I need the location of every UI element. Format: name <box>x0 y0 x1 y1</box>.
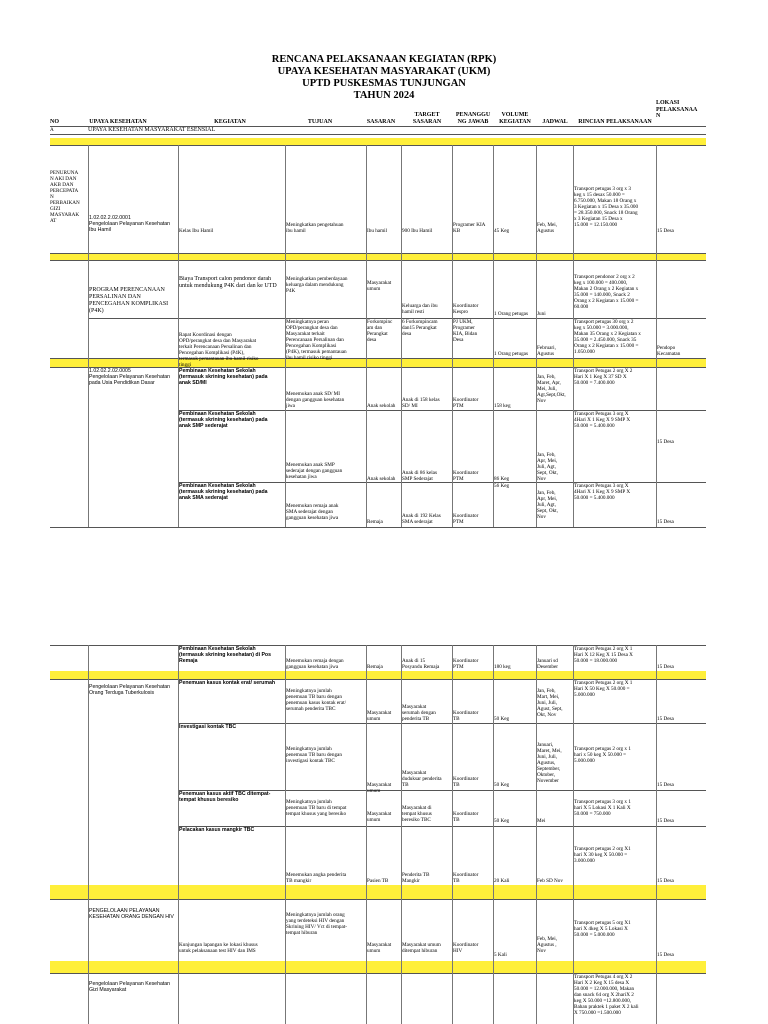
doc-title-line2: UPAYA KESEHATAN MASYARAKAT (UKM) <box>277 66 491 77</box>
row9-sasaran: Masyarakat umum <box>367 782 392 794</box>
row9-tujuan: Meningkatnya jumlah penemuan TB baru dengan investigasi kontak TBC <box>286 746 342 764</box>
row4-jadwal: Jan, Feb, Maret, Apr, Mei, Juli, Agt,Sept,Okt, Nov <box>537 374 566 404</box>
row13-upaya: Pengelolaan Pelayanan Kesehatan Gizi Masyarakat <box>89 981 171 993</box>
col-header-upaya: UPAYA KESEHATAN <box>89 119 147 125</box>
row7-sasaran: Remaja <box>367 664 383 670</box>
col-line <box>88 645 89 1024</box>
col-header-target: TARGET SASARAN <box>412 112 442 125</box>
row8-kegiatan: Penemuan kasus kontak erat/ serumah <box>179 680 276 686</box>
row7-jadwal: Januari sd Desember <box>537 658 559 670</box>
row3-lokasi: Pendopo Kecamatan <box>657 345 681 357</box>
col-header-pj: PENANGGU NG JAWAB <box>455 112 491 125</box>
row2-kegiatan: Biaya Transport calon pendonor darah untuk mendukung P4K dari dan ke UTD <box>179 276 277 289</box>
row4-tujuan: Menemukan anak SD/ MI dengan gangguan kesehatan jiwa <box>286 391 345 409</box>
row12-jadwal: Feb, Mei, Agustus , Nov <box>537 936 558 954</box>
col-header-jadwal: JADWAL <box>542 119 568 125</box>
row12-sasaran: Masyarakat umum <box>367 942 392 954</box>
row1-sasaran: Ibu hamil <box>367 228 388 234</box>
doc-title-line1: RENCANA PELAKSANAAN KEGIATAN (RPK) <box>271 54 497 65</box>
row8-target: Masyarakat serumah dengan penderita TB <box>402 704 436 722</box>
col-line <box>88 145 89 527</box>
row1-tujuan: Meningkatkan pengetahuan ibu hamil <box>286 222 344 234</box>
row12-volume: 5 Kali <box>494 952 507 958</box>
row12-lokasi: 15 Desa <box>657 952 674 958</box>
doc-title-line4: TAHUN 2024 <box>353 90 415 101</box>
row12-pj: Koordinator HIV <box>453 942 479 954</box>
row11-tujuan: Menemukan angka penderita TB mangkir <box>286 872 347 884</box>
row7-kegiatan: Pembinaan Kesehatan Sekolah (termasuk skrining kesehatan) di Pos Remaja <box>179 646 271 664</box>
section-a-no: A <box>50 127 54 133</box>
section-a-label: UPAYA KESEHATAN MASYARAKAT ESENSIAL <box>88 127 216 133</box>
row9-jadwal: Januari, Maret, Mei, Juni, Juli, Agustus, September, Oktober, November <box>537 742 562 784</box>
col-header-rincian: RINCIAN PELAKSANAAN <box>578 119 652 125</box>
col-line <box>656 145 657 527</box>
row9-volume: 50 Keg <box>494 782 510 788</box>
separator-bar <box>50 885 706 899</box>
row12-upaya: PENGELOLAAN PELAYANAN KESEHATAN ORANG DENGAN HIV <box>89 908 174 920</box>
row4-rincian: Transport Petugas 2 org X 2 Hari X 1 Keg X 37 SD X 50.000 = 7.400.000 <box>574 368 633 386</box>
row5-pj: Koordinator PTM <box>453 470 479 482</box>
row2-volume: 1 Orang petugas <box>494 311 528 317</box>
row1-volume: 45 Keg <box>494 228 510 234</box>
row8-jadwal: Jan, Feb, Mart, Mei, Juni, Juli, Agust, Sept, Okt, Nov <box>537 688 563 718</box>
row11-target: Penderita TB Mangkir <box>402 872 430 884</box>
row10-rincian: Transport petugas 3 org x 1 hari X 5 Lokasi X 1 Kali X 50.000 = 750.000 <box>574 799 631 817</box>
row11-sasaran: Pasien TB <box>367 878 389 884</box>
row6-target: Anak di 192 Kelas SMA sederajat <box>402 513 441 525</box>
row3-jadwal: Februari, Agustus <box>537 345 556 357</box>
row8-lokasi: 15 Desa <box>657 716 674 722</box>
row-line <box>50 145 706 146</box>
row2-pj: Koordinator Kespro <box>453 303 479 315</box>
row-line <box>50 358 706 359</box>
col-line <box>366 645 367 1024</box>
row1-jadwal: Feb, Mei, Agustus <box>537 222 558 234</box>
row6-kegiatan: Pembinaan Kesehatan Sekolah (termasuk skrining kesehatan) pada anak SMA sederajat <box>179 483 268 501</box>
row-line <box>50 260 706 261</box>
row10-sasaran: Masyarakat umum <box>367 811 392 823</box>
section-a-divider <box>50 134 706 135</box>
row13-rincian: Transport Petugas 4 org X 2 Hari X 2 Keg X 15 desa X 50.000 = 12.000.000, Makan dan snack 64 org X 2hariX 2 keg X 50.000 =12.800.000, Bahan praktek 1 paket X 2 kali X 750.000 =1.500.000 <box>574 974 639 1016</box>
row8-pj: Koordinator TB <box>453 710 479 722</box>
row7-lokasi: 15 Desa <box>657 664 674 670</box>
row10-target: Masyarakat di tempat khusus beresiko TBC <box>402 805 432 823</box>
row8-volume: 50 Keg <box>494 716 510 722</box>
separator-bar <box>50 358 706 367</box>
row2-jadwal: Juni <box>537 311 546 317</box>
row1-upaya: 1.02.02.2.02.0001 Pengelolaan Pelayanan Kesehatan Ibu Hamil <box>89 215 171 233</box>
row12-kegiatan: Kunjungan lapangan ke lokasi khusus untuk pelaksanaan test HIV dan IMS <box>179 942 258 954</box>
row10-volume: 50 Keg <box>494 818 510 824</box>
row3-target: 6 Forkompincam dan15 Perangkat desa <box>402 319 438 337</box>
row12-rincian: Transport petugas 5 org X1 hari X 4keg X 5 Lokasi X 50.000 = 5.000.000 <box>574 920 631 938</box>
separator-bar <box>50 138 706 145</box>
row-line <box>50 527 706 528</box>
row1-target: 900 Ibu Hamil <box>402 228 433 234</box>
row4-sasaran: Anak sekolah <box>367 403 396 409</box>
row3-tujuan: Meningkatnya peran OPD/perangkat desa dan Masyarakat terkait Perencanaan Persalinan dan Pencegahan Komplikasi (P4K), termasuk pemantauan ibu hamil risiko tinggi <box>286 319 347 361</box>
col-line <box>493 145 494 527</box>
row10-lokasi: 15 Desa <box>657 818 674 824</box>
col-header-tujuan: TUJUAN <box>307 119 333 125</box>
row8-rincian: Transport Petugas 2 org X 1 Hari X 50 Keg X 50.000 = 5.000.000 <box>574 680 633 698</box>
row10-jadwal: Mei <box>537 818 546 824</box>
row3-kegiatan: Rapat Koordinasi dengan OPD/perangkat desa dan Masyarakat terkait Perencanaan Persalinan dan Pencegahan Komplikasi (P4K), termasuk pemantauan ibu hamil risiko tinggi <box>179 332 259 368</box>
col-line <box>573 645 574 1024</box>
separator-bar <box>50 253 706 260</box>
row1-rincian: Transport petugas 3 org x 3 keg x 15 desax 50.000 = 6.750.000, Makan 18 Orang x 3 Kegiatan x 15 Desa x 35.000 = 28.350.000, Snack 18 Orang x 3 Kegiatan 15 Desa x 15.000 = 12.150.000 <box>574 186 639 228</box>
row9-rincian: Transport petugas 2 org x 1 hari x 50 keg X 50.000 = 5.000.000 <box>574 746 631 764</box>
row6-jadwal: Jan, Feb, Apr, Mei, Juli, Agt, Sept, Okt, Nov <box>537 490 558 520</box>
row7-pj: Koordinator PTM <box>453 658 479 670</box>
row5-jadwal: Jan, Feb, Apr, Mei, Juli, Agt, Sept, Okt, Nov <box>537 452 558 482</box>
row8-upaya: Pengelolaan Pelayanan Kesehatan Orang Terduga Tuberkulosis <box>89 684 171 696</box>
separator-bar <box>50 671 706 679</box>
col-line <box>493 645 494 1024</box>
row6-pj: Koordinator PTM <box>453 513 479 525</box>
row8-sasaran: Masyarakat umum <box>367 710 392 722</box>
row12-target: Masyarakat umum ditempat hiburan <box>402 942 441 954</box>
row4-pj: Koordinator PTM <box>453 397 479 409</box>
row4-target: Anak di 158 kelas SD/ MI <box>402 397 440 409</box>
row4-kegiatan: Pembinaan Kesehatan Sekolah (termasuk skrining kesehatan) pada anak SD/MI <box>179 368 268 386</box>
col-header-lokasi: LOKASI PELAKSANAA N <box>656 100 698 119</box>
row5-sasaran: Anak sekolah <box>367 476 396 482</box>
row2-sasaran: Masyarakat umum <box>367 280 392 292</box>
row7-rincian: Transport Petugas 2 org X 1 Hari X 12 Keg X 15 Desa X 50.000 = 18.000.000 <box>574 646 633 664</box>
row3-volume: 1 Orang petugas <box>494 351 528 357</box>
row5-target: Anak di 86 kelas SMP Sederajat <box>402 470 438 482</box>
row9-kegiatan: Investigasi kontak TBC <box>179 724 237 730</box>
row5-volume: 86 Keg <box>494 476 510 482</box>
row9-target: Masyarakat duduksar penderita TB <box>402 770 442 788</box>
row11-volume: 20 Kali <box>494 878 510 884</box>
row7-volume: 180 keg <box>494 664 511 670</box>
row3-pj: PJ UKM, Programer KIA, Bidan Desa <box>453 319 478 343</box>
row6-sasaran: Remaja <box>367 519 383 525</box>
row6-rincian: Transport Petugas 3 org X 4Hari X 1 Keg X 9 SMP X 50.000 = 5.400.000 <box>574 483 631 501</box>
row11-lokasi: 15 Desa <box>657 878 674 884</box>
col-header-kegiatan: KEGIATAN <box>214 119 246 125</box>
row9-lokasi: 15 Desa <box>657 782 674 788</box>
doc-title-line3: UPTD PUSKESMAS TUNJUNGAN <box>302 78 466 89</box>
row6-volume: 56 Keg <box>494 483 510 489</box>
col-line <box>401 645 402 1024</box>
row5-rincian: Transport Petugas 3 org X 4Hari X 1 Keg X 9 SMP X 50.000 = 5.400.000 <box>574 411 631 429</box>
row11-rincian: Transport petugas 2 org X1 hari X 30 keg X 50.000 = 3.000.000 <box>574 846 631 864</box>
row2-upaya: PROGRAM PERENCANAAN PERSALINAN DAN PENCEGAHAN KOMPLIKASI (P4K) <box>89 287 169 314</box>
row11-kegiatan: Pelacakan kasus mangkir TBC <box>179 827 255 833</box>
row2-target: Keluarga dan ibu hamil resti <box>402 303 438 315</box>
row3-rincian: Transport petugas 30 org x 2 keg x 50.000 = 3.000.000, Makan 35 Orang x 2 Kegiatan x 35.000 = 2.450.000, Snack 35 Orang x 2 Kegiatan x 15.000 = 1.050.000 <box>574 319 641 355</box>
col-line <box>656 645 657 1024</box>
separator-bar <box>50 961 706 973</box>
row8-tujuan: Meningkatnya jumlah penemuan TB baru dengan penemuan kasus kontak erat/ serumah penderita TBC <box>286 688 347 712</box>
row2-rincian: Transport pendonor 2 org x 2 keg x 100.000 = 400.000, Makan 2 Orang x 2 Kegiatan x 35.000 = 140.000, Snack 2 Orang x 2 Kegiatan x 15.000 = 60.000 <box>574 274 639 310</box>
row4-volume: 158 keg <box>494 403 511 409</box>
col-header-sasaran: SASARAN <box>366 119 396 125</box>
col-header-volume: VOLUME KEGIATAN <box>499 112 531 125</box>
row1-lokasi: 15 Desa <box>657 228 674 234</box>
row-line <box>50 253 706 254</box>
row9-pj: Koordinator TB <box>453 776 479 788</box>
row4-upaya: 1.02.02.2.02.0005 Pengelolaan Pelayanan Kesehatan pada Usia Pendidikan Dasar <box>89 368 171 386</box>
row10-kegiatan: Penemuan kasus aktif TBC ditempat- tempat khusus beresiko <box>179 791 271 803</box>
row2-tujuan: Meningkatkan pemberdayaan keluarga dalam mendukung P4K <box>286 276 348 294</box>
row11-pj: Koordinator TB <box>453 872 479 884</box>
row1-pj: Programer KIA KB <box>453 222 486 234</box>
col-line <box>178 645 179 1024</box>
row5-kegiatan: Pembinaan Kesehatan Sekolah (termasuk skrining kesehatan) pada anak SMP sederajat <box>179 411 268 429</box>
row10-pj: Koordinator TB <box>453 811 479 823</box>
row1-no: PENURUNA N AKI DAN AKB DAN PERCEPATA N PERBAIKAN GIZI MASYARAK AT <box>50 170 80 224</box>
row6-lokasi: 15 Desa <box>657 519 674 525</box>
row6-tujuan: Menemukan remaja anak SMA sederajat dengan gangguan kesehatan jiwa <box>286 503 339 521</box>
row12-tujuan: Meningkatnya jumlah orang yang terdeteksi HIV dengan Skrining HIV/ Vct di tempat- tempat hiburan <box>286 912 347 936</box>
row10-tujuan: Meningkatnya jumlah penemuan TB baru di tempat tempat khusus yang beresiko <box>286 799 347 817</box>
row5-lokasi: 15 Desa <box>657 439 674 445</box>
row7-target: Anak di 15 Posyandu Remaja <box>402 658 440 670</box>
col-header-no: NO <box>50 119 59 125</box>
col-line <box>452 645 453 1024</box>
row3-sasaran: Forkompinc am dan Perangkat desa <box>367 319 393 343</box>
row1-kegiatan: Kelas Ibu Hamil <box>179 228 214 234</box>
row5-tujuan: Menemukan anak SMP sederajat dengan gangguan kesehatan jiwa <box>286 462 343 480</box>
row7-tujuan: Menemukan remaja dengan gangguan kesehatan jiwa <box>286 658 344 670</box>
row11-jadwal: Feb SD Nov <box>537 878 563 884</box>
row-line <box>50 899 706 900</box>
